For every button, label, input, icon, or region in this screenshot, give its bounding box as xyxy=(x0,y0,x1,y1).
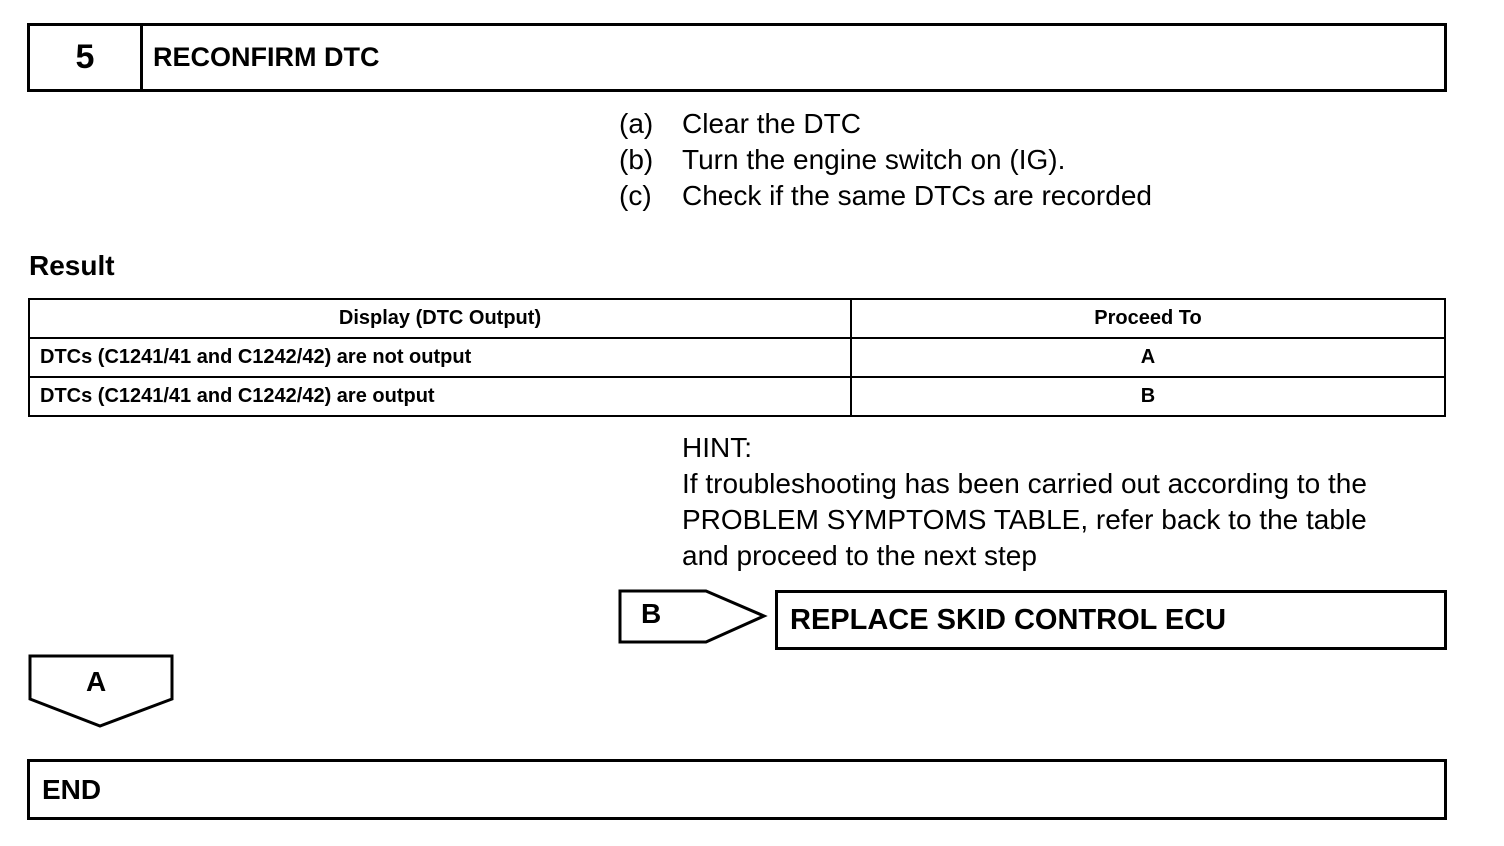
table-row xyxy=(29,377,1445,416)
procedure-letter: (a) xyxy=(619,108,654,139)
header-display: Display (DTC Output) xyxy=(29,299,851,338)
cell-display: DTCs (C1241/41 and C1242/42) are not output xyxy=(29,338,851,377)
end-box: END xyxy=(27,759,1447,820)
step-title: RECONFIRM DTC xyxy=(153,42,380,72)
procedure-item xyxy=(619,178,1319,214)
table-header-row xyxy=(29,299,1445,338)
hint-title: HINT: xyxy=(682,432,752,463)
hint-line: and proceed to the next step xyxy=(682,540,1037,571)
b-action-box: REPLACE SKID CONTROL ECU xyxy=(775,590,1447,650)
hint-block xyxy=(682,430,1462,574)
procedure-text: Check if the same DTCs are recorded xyxy=(682,180,1152,211)
step-header xyxy=(27,23,1447,92)
procedure-item xyxy=(619,142,1319,178)
b-arrow-label: B xyxy=(641,598,662,629)
result-label: Result xyxy=(29,250,115,281)
procedure-letter: (c) xyxy=(619,180,652,211)
cell-display: DTCs (C1241/41 and C1242/42) are output xyxy=(29,377,851,416)
table-row xyxy=(29,338,1445,377)
cell-proceed: B xyxy=(851,377,1445,416)
procedure-item xyxy=(619,106,1319,142)
hint-line: If troubleshooting has been carried out according to the xyxy=(682,468,1367,499)
procedure-list xyxy=(619,106,1319,214)
procedure-text: Clear the DTC xyxy=(682,108,861,139)
procedure-text: Turn the engine switch on (IG). xyxy=(682,144,1066,175)
a-arrow-label: A xyxy=(86,666,107,697)
hint-line: PROBLEM SYMPTOMS TABLE, refer back to the table xyxy=(682,504,1367,535)
cell-proceed: A xyxy=(851,338,1445,377)
step-number: 5 xyxy=(30,26,143,89)
header-proceed: Proceed To xyxy=(851,299,1445,338)
procedure-letter: (b) xyxy=(619,144,654,175)
result-table xyxy=(28,298,1446,417)
